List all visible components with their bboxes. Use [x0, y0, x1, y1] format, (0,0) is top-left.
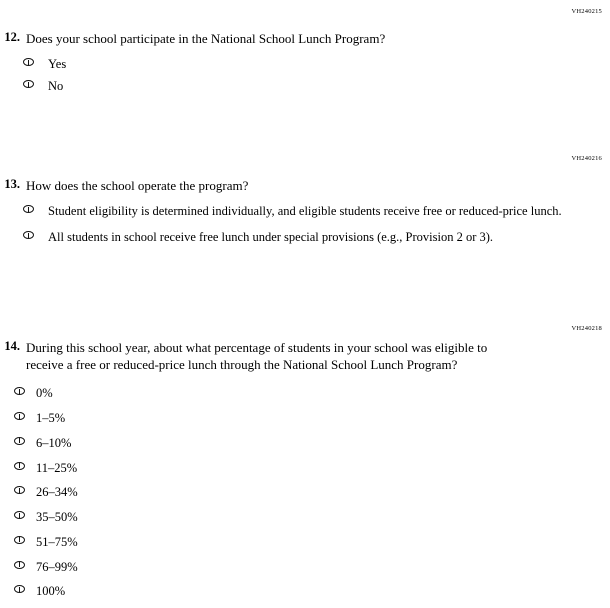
radio-oval-icon[interactable] [0, 410, 32, 420]
question-text-13: How does the school operate the program? [26, 178, 249, 193]
radio-oval-icon[interactable] [0, 203, 44, 213]
variable-code-q14: VH240218 [571, 325, 602, 332]
radio-oval-icon[interactable] [0, 559, 32, 569]
radio-oval-icon[interactable] [0, 229, 44, 239]
option-row[interactable] [0, 534, 600, 550]
question-heading-12 [0, 30, 600, 47]
option-row[interactable] [0, 203, 600, 219]
option-label: 35–50% [36, 510, 78, 525]
options-list-12 [0, 56, 600, 95]
option-row[interactable] [0, 559, 600, 575]
options-list-14 [0, 385, 600, 599]
question-number-14: 14. [4, 339, 20, 353]
radio-oval-icon[interactable] [0, 56, 44, 66]
question-heading-14 [0, 339, 600, 373]
variable-code-q12: VH240215 [571, 8, 602, 15]
radio-oval-icon[interactable] [0, 583, 32, 593]
radio-oval-icon[interactable] [0, 435, 32, 445]
option-row[interactable] [0, 460, 600, 476]
question-number-13: 13. [4, 177, 20, 191]
variable-code-q13: VH240216 [571, 155, 602, 162]
radio-oval-icon[interactable] [0, 385, 32, 395]
option-row[interactable] [0, 484, 600, 500]
option-label: 11–25% [36, 460, 78, 475]
question-number-12: 12. [4, 30, 20, 44]
option-label: 26–34% [36, 485, 78, 500]
radio-oval-icon[interactable] [0, 509, 32, 519]
question-block-13 [0, 177, 600, 256]
question-text-12: Does your school participate in the National School Lunch Program? [26, 31, 386, 46]
option-label: Yes [48, 57, 67, 72]
option-label: 76–99% [36, 559, 78, 574]
option-row[interactable] [0, 410, 600, 426]
option-row[interactable] [0, 385, 600, 401]
option-label: 100% [36, 584, 66, 599]
option-label: 1–5% [36, 411, 66, 426]
radio-oval-icon[interactable] [0, 484, 32, 494]
option-row[interactable] [0, 229, 600, 245]
options-list-13 [0, 203, 600, 246]
option-row[interactable] [0, 583, 600, 599]
option-row[interactable] [0, 78, 600, 94]
option-label: Student eligibility is determined individually, and eligible students receive free or reduced-price lunch. [48, 204, 562, 219]
option-label: No [48, 79, 64, 94]
radio-oval-icon[interactable] [0, 534, 32, 544]
option-label: All students in school receive free lunch under special provisions (e.g., Provision 2 or 3). [48, 230, 494, 245]
question-block-12 [0, 30, 600, 101]
option-row[interactable] [0, 56, 600, 72]
option-label: 51–75% [36, 534, 78, 549]
question-heading-13 [0, 177, 600, 194]
radio-oval-icon[interactable] [0, 460, 32, 470]
option-label: 6–10% [36, 435, 72, 450]
option-row[interactable] [0, 509, 600, 525]
question-text-14: During this school year, about what percentage of students in your school was eligible to receive a free or reduced-price lunch through the National School Lunch Program? [26, 340, 488, 373]
radio-oval-icon[interactable] [0, 78, 44, 88]
question-block-14 [0, 339, 600, 608]
option-label: 0% [36, 386, 53, 401]
option-row[interactable] [0, 435, 600, 451]
